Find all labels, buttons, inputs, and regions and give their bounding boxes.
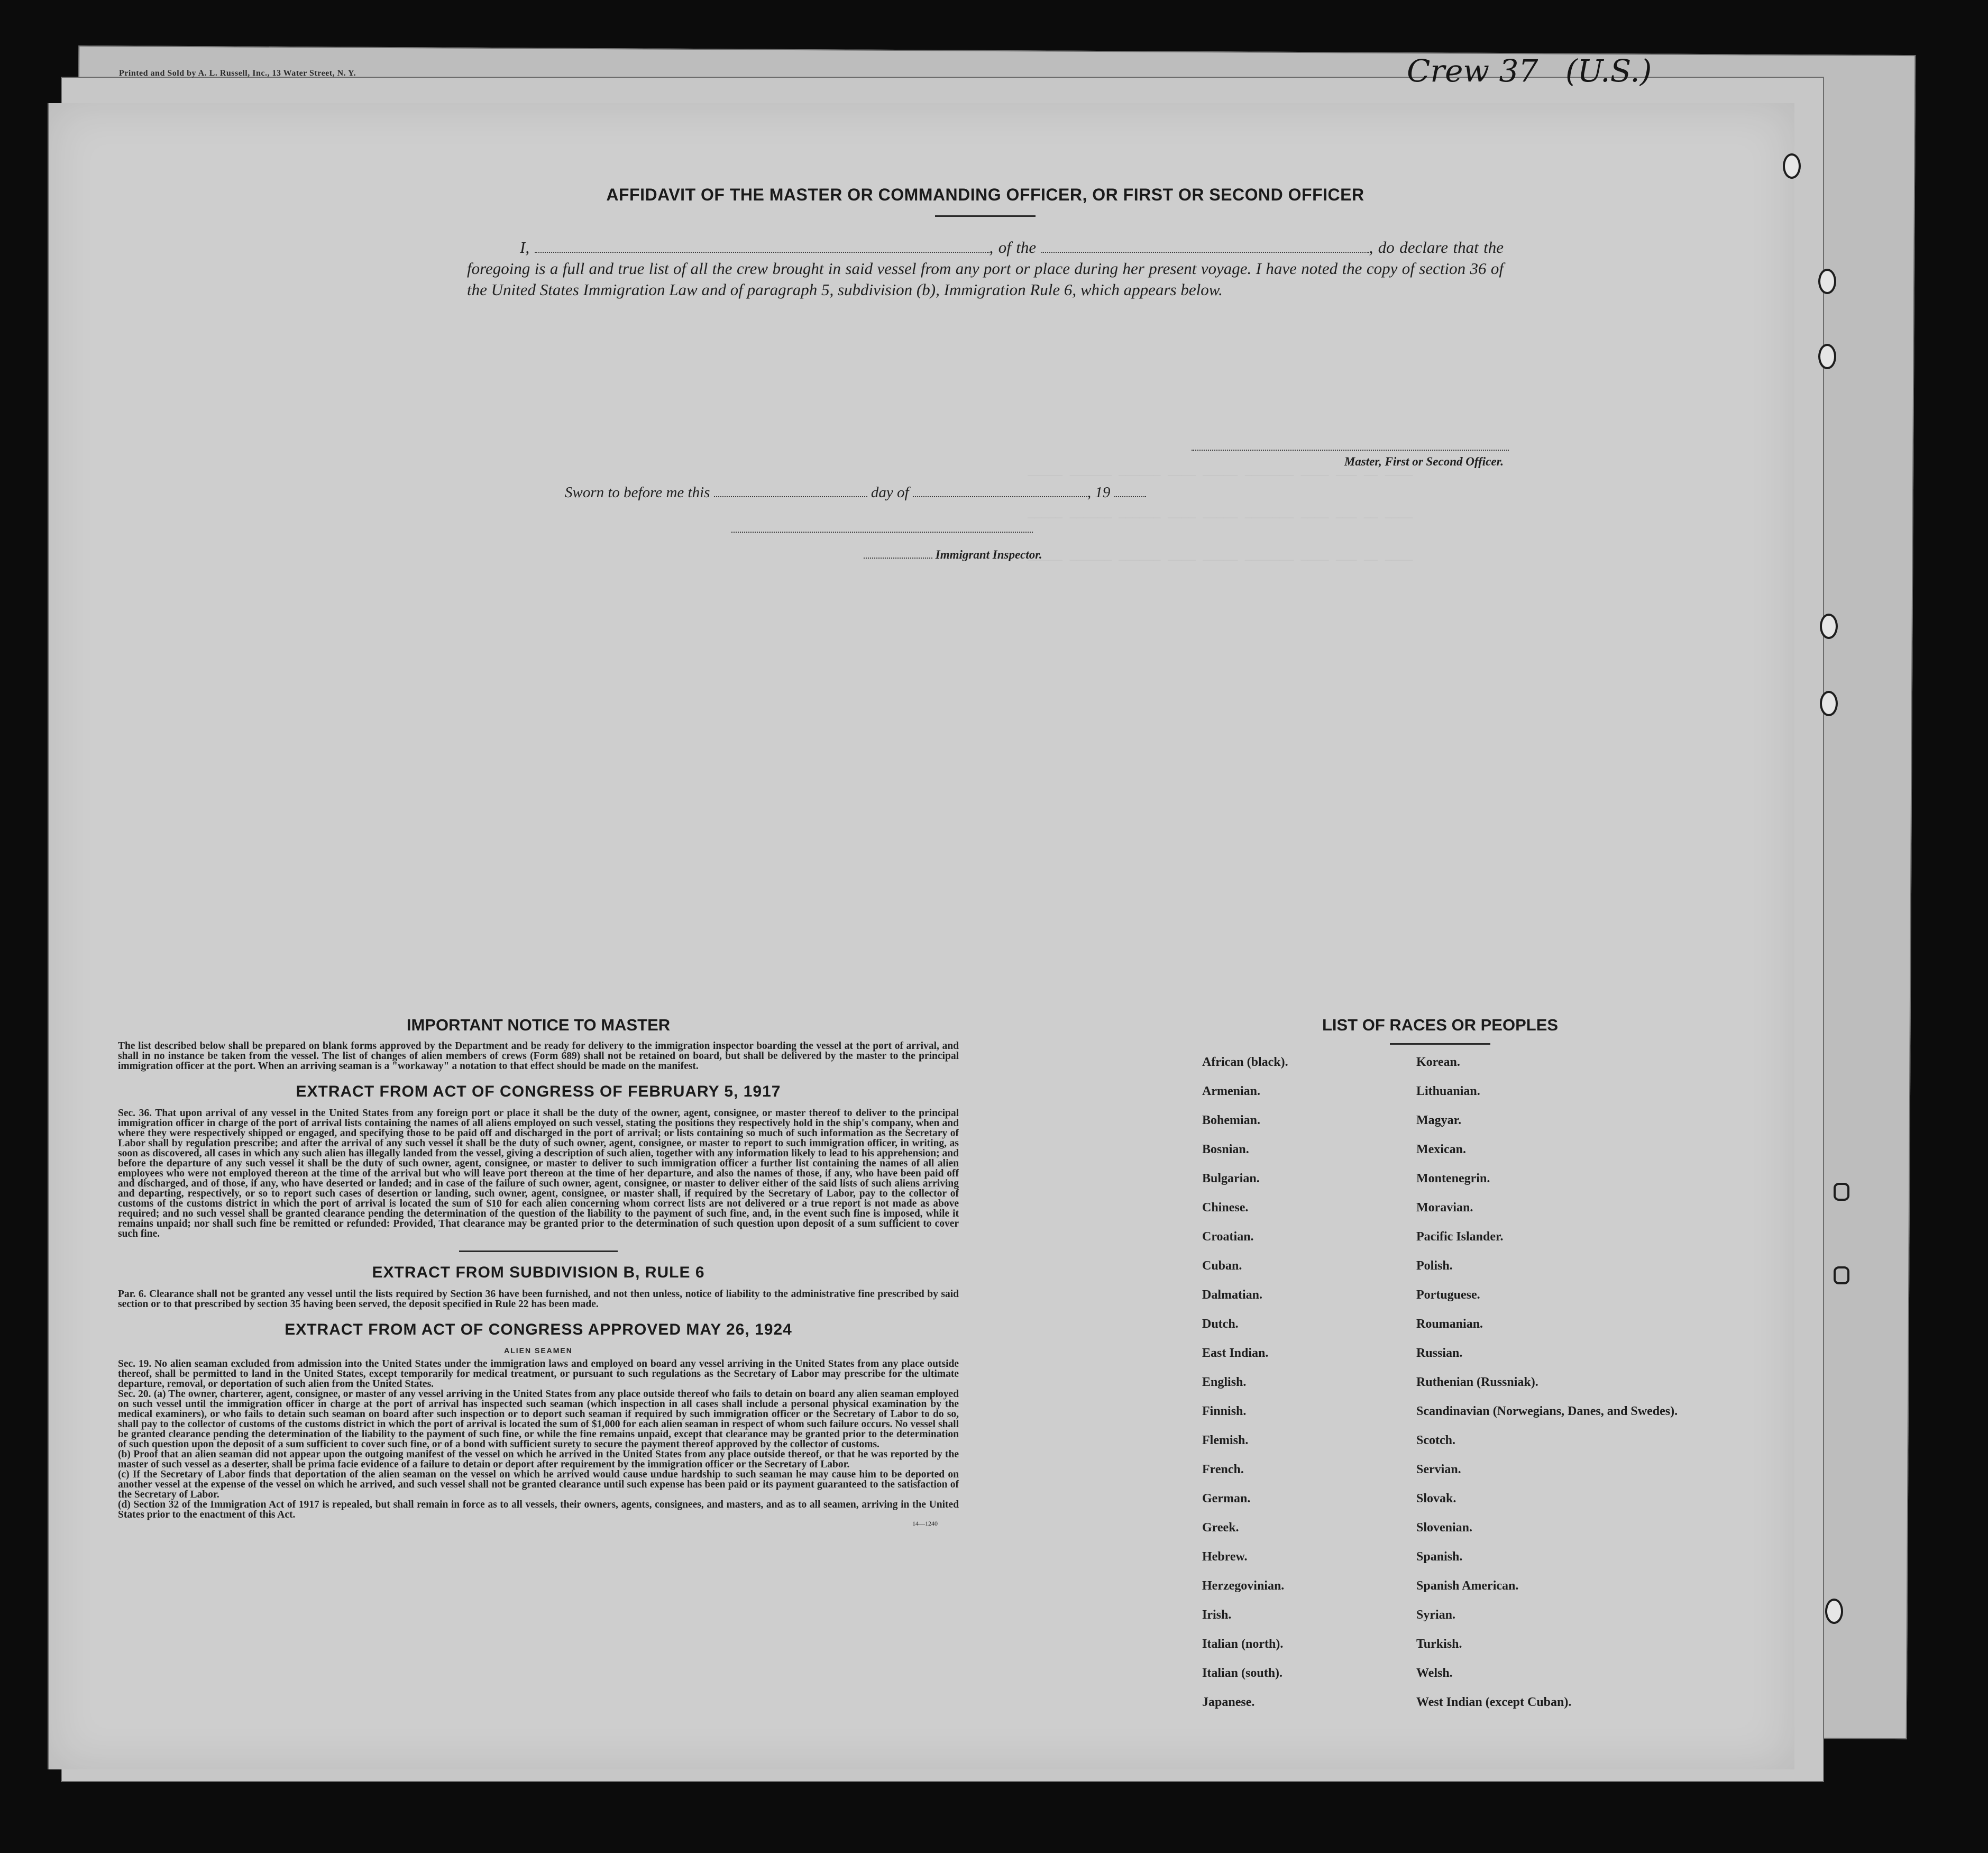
extract-rule6-text: Par. 6. Clearance shall not be granted any vessel until the lists required by Section 36 have been furnished, and not then unless, notice of liability to the administrative fine prescribed by said section or to that prescribed by section 35 having been served, the deposit specified in Rule 22 has been made. (118, 1289, 959, 1310)
binder-hole (1820, 691, 1838, 716)
race-item: Montenegrin. (1416, 1172, 1490, 1185)
race-item: Italian (north). (1202, 1637, 1284, 1651)
notice-text: The list described below shall be prepared on blank forms approved by the Department and be ready for delivery to the immigration inspector boarding the vessel at the port of arrival, and shall in no instance be taken from the vessel. The list of changes of alien members of crews (Form 689) shall not be retained on board, but shall be delivered by the master to the principal immigration officer at the port. When an arriving seaman is a "workaway" a notation to that effect should be made on the manifest. (118, 1040, 959, 1072)
extract-1924-paragraph: (b) Proof that an alien seaman did not appear upon the outgoing manifest of the vessel on which he arrived in the United States from any place outside thereof, or that he was reported by the master of such vessel as a deserter, shall be prima facie evidence of a failure to detain or deport after requirement by the immigration officer or the Secretary of Labor. (118, 1449, 959, 1470)
race-item: Turkish. (1416, 1637, 1462, 1651)
binder-hole (1818, 344, 1836, 369)
race-item: Welsh. (1416, 1666, 1453, 1680)
title-rule (935, 215, 1036, 217)
race-item: Korean. (1416, 1055, 1460, 1069)
race-item: Roumanian. (1416, 1317, 1483, 1331)
notice-title: IMPORTANT NOTICE TO MASTER (406, 1016, 671, 1034)
declare-label: , do declare (1369, 238, 1449, 257)
race-item: Cuban. (1202, 1259, 1242, 1273)
race-item: Herzegovinian. (1202, 1579, 1285, 1593)
inspector-signature-field[interactable] (731, 532, 1033, 533)
binder-hole (1834, 1183, 1849, 1201)
race-item: Dalmatian. (1202, 1288, 1262, 1302)
master-signature-block (1192, 450, 1509, 469)
race-item: Bulgarian. (1202, 1172, 1260, 1185)
race-item: Japanese. (1202, 1695, 1255, 1709)
extract-1917-text: Sec. 36. That upon arrival of any vessel in the United States from any foreign port or place it shall be the duty of the owner, agent, consignee, or master thereof to deliver to the principal immigration officer in charge of the port of arrival lists containing the names of all aliens employed on such vessel, stating the positions they respectively hold in the ship's company, when and where they were respectively shipped or engaged, and specifying those to be paid off and discharged in the port of arrival; or lists containing so much of such information as the Secretary of Labor shall by regulation prescribe; and after the arrival of any such vessel it shall be the duty of such owner, agent, consignee, or master to report to such immigration officer, in writing, as soon as discovered, all cases in which any such alien has illegally landed from the vessel, giving a description of such alien, together with any information likely to lead to his apprehension; and before the departure of any such vessel it shall be the duty of such owner, agent, consignee, or master to deliver to such immigration officer a further list containing the names of all alien employees who were not employed thereon at the time of the arrival but who will leave port thereon at the time of her departure, and also the names of those, if any, who have been paid off and discharged, and of those, if any, who have deserted or landed; and in case of the failure of such owner, agent, consignee, or master to deliver either of the said lists of such aliens arriving and departing, respectively, or so to report such cases of desertion or landing, such owner, agent, consignee, or master shall, if required by the Secretary of Labor, pay to the collector of customs of the customs district in which the port of arrival is located the sum of $10 for each alien concerning whom correct lists are not delivered or a true report is not made as above required; and no such vessel shall be granted clearance pending the determination of the question of the liability to the payment of such fine, and, in the event such fine is imposed, while it remains unpaid; nor shall such fine be remitted or refunded: Provided, That clearance may be granted prior to the determination of such question upon deposit of a sum sufficient to cover such fine. (118, 1108, 959, 1239)
year-prefix: , 19 (1087, 484, 1111, 501)
extract-1924-paragraph: (d) Section 32 of the Immigration Act of 1917 is repealed, but shall remain in force as to all vessels, their owners, agents, consignees, and masters, and as to all seamen, arriving in the United States prior to the enactment of this Act. (118, 1499, 959, 1520)
race-item: African (black). (1202, 1055, 1288, 1069)
affidavit-body: that the foregoing is a full and true list of all the crew brought in said vessel from any port or place during her present voyage. I have noted the copy of section 36 of the United States Immigration Law and of paragraph 5, subdivision (b), Immigration Rule 6, which appears below. (467, 238, 1504, 299)
binder-hole (1820, 614, 1838, 639)
race-item: German. (1202, 1492, 1251, 1505)
master-caption: Master, First or Second Officer. (1344, 455, 1504, 468)
extract-1924-title: EXTRACT FROM ACT OF CONGRESS APPROVED MAY 26, 1924 (285, 1321, 792, 1338)
races-section (1176, 1016, 1705, 1709)
sworn-prefix: Sworn to before me this (565, 484, 710, 501)
notices-column (118, 1016, 959, 1528)
extract-1924-paragraph: Sec. 19. No alien seaman excluded from admission into the United States under the immigration laws and employed on board any vessel arriving in the United States from any place outside thereof, shall be permitted to land in the United States, except temporarily for medical treatment, or pursuant to such regulations as the Secretary of Labor may prescribe for the ultimate departure, removal, or deportation of such alien from the United States. (118, 1358, 959, 1390)
race-item: Scotch. (1416, 1434, 1455, 1447)
race-item: Finnish. (1202, 1404, 1247, 1418)
sworn-day-field[interactable] (714, 485, 867, 497)
officer-name-field[interactable] (535, 240, 990, 253)
race-item: Greek. (1202, 1521, 1239, 1535)
race-item: Syrian. (1416, 1608, 1456, 1622)
binder-hole (1818, 269, 1836, 294)
race-item: English. (1202, 1375, 1247, 1389)
inspector-line (864, 546, 1042, 562)
race-item: East Indian. (1202, 1346, 1269, 1360)
race-item: Portuguese. (1416, 1288, 1480, 1302)
extract-1924-paragraph: (c) If the Secretary of Labor finds that deportation of the alien seaman on the vessel on which he arrived would cause undue hardship to such seaman he may cause him to be deported on another vessel at the expense of the vessel on which he arrived, and such vessel shall not be granted clearance until such expense has been paid or its payment guaranteed to the satisfaction of the Secretary of Labor. (118, 1469, 959, 1500)
race-item: Spanish. (1416, 1550, 1463, 1564)
inspector-caption: Immigrant Inspector. (935, 548, 1042, 561)
vessel-name-field[interactable] (1041, 240, 1369, 253)
race-item: Slovak. (1416, 1492, 1456, 1505)
race-item: Servian. (1416, 1463, 1461, 1476)
sworn-year-field[interactable] (1114, 485, 1146, 497)
bleed-through: _____ ______ ______ ____ _____ _______ ____ ___ __ ____ (1028, 505, 1413, 518)
form-number: 14—1240 (912, 1520, 938, 1527)
form-page (48, 103, 1794, 1769)
race-item: Polish. (1416, 1259, 1453, 1273)
binder-hole (1783, 153, 1801, 179)
race-item: Lithuanian. (1416, 1084, 1480, 1098)
race-item: Scandinavian (Norwegians, Danes, and Swedes). (1416, 1404, 1678, 1418)
extract-1924-paragraph: Sec. 20. (a) The owner, charterer, agent, consignee, or master of any vessel arriving in the United States from any place outside thereof who fails to detain on board any alien seaman employed on such vessel until the immigration officer in charge at the port of arrival has inspected such seaman (which inspection in all cases shall include a personal physical examination by the medical examiners), or who fails to detain such seaman on board after such inspection or to deport such seaman if required by such immigration officer or the Secretary of Labor to do so, shall pay to the collector of customs of the customs district in which the port of arrival is located the sum of $1,000 for each alien seaman in respect of whom such failure occurs. No vessel shall be granted clearance pending the determination of the liability to the payment of such fine, or while the fine remains unpaid, except that clearance may be granted prior to the determination of such question upon the deposit of a sum sufficient to cover such fine, or of a bond with sufficient surety to secure the payment thereof approved by the collector of customs. (118, 1389, 959, 1450)
i-label: I, (520, 238, 530, 257)
extract-1917-title: EXTRACT FROM ACT OF CONGRESS OF FEBRUARY 5, 1917 (296, 1083, 781, 1100)
title-rule (1390, 1043, 1490, 1045)
race-item: Flemish. (1202, 1434, 1249, 1447)
handwritten-country-note: (U.S.) (1565, 53, 1652, 89)
race-item: Russian. (1416, 1346, 1463, 1360)
printer-imprint: Printed and Sold by A. L. Russell, Inc., 13 Water Street, N. Y. (119, 69, 356, 78)
race-item: Ruthenian (Russniak). (1416, 1375, 1538, 1389)
race-item: West Indian (except Cuban). (1416, 1695, 1572, 1709)
affidavit-section (467, 185, 1504, 561)
affidavit-title: AFFIDAVIT OF THE MASTER OR COMMANDING OFFICER, OR FIRST OR SECOND OFFICER (606, 185, 1364, 204)
race-item: Chinese. (1202, 1201, 1249, 1215)
race-item: Mexican. (1416, 1143, 1466, 1156)
sworn-month-field[interactable] (913, 485, 1087, 497)
race-item: Armenian. (1202, 1084, 1260, 1098)
race-item: Dutch. (1202, 1317, 1239, 1331)
race-item: Bosnian. (1202, 1143, 1249, 1156)
race-item: Italian (south). (1202, 1666, 1283, 1680)
races-column-2 (1416, 1055, 1678, 1724)
race-item: Irish. (1202, 1608, 1232, 1622)
race-item: Moravian. (1416, 1201, 1473, 1215)
binder-hole (1825, 1599, 1843, 1624)
handwritten-crew-note: Crew 37 (1407, 53, 1538, 89)
master-signature-field[interactable] (1192, 450, 1509, 455)
day-of-label: day of (871, 484, 909, 501)
binder-hole (1834, 1266, 1849, 1284)
of-the-label: , of the (989, 238, 1037, 257)
race-item: Spanish American. (1416, 1579, 1519, 1593)
bleed-through: _____ ______ ______ ____ _____ _______ ____ ___ __ ____ (1028, 463, 1413, 476)
sworn-line (565, 484, 1146, 501)
races-title: LIST OF RACES OR PEOPLES (1322, 1016, 1559, 1034)
races-column-1 (1202, 1055, 1288, 1724)
race-item: Hebrew. (1202, 1550, 1248, 1564)
race-item: French. (1202, 1463, 1244, 1476)
race-item: Croatian. (1202, 1230, 1254, 1244)
race-item: Pacific Islander. (1416, 1230, 1504, 1244)
alien-seamen-subtitle: ALIEN SEAMEN (504, 1346, 573, 1355)
race-item: Bohemian. (1202, 1113, 1261, 1127)
affidavit-text (467, 237, 1504, 300)
race-item: Magyar. (1416, 1113, 1462, 1127)
bleed-through: _____ ______ ______ ____ _____ _______ ____ ___ __ ____ (1028, 547, 1413, 561)
extract-rule6-title: EXTRACT FROM SUBDIVISION B, RULE 6 (372, 1264, 705, 1281)
race-item: Slovenian. (1416, 1521, 1473, 1535)
section-rule (459, 1250, 618, 1252)
